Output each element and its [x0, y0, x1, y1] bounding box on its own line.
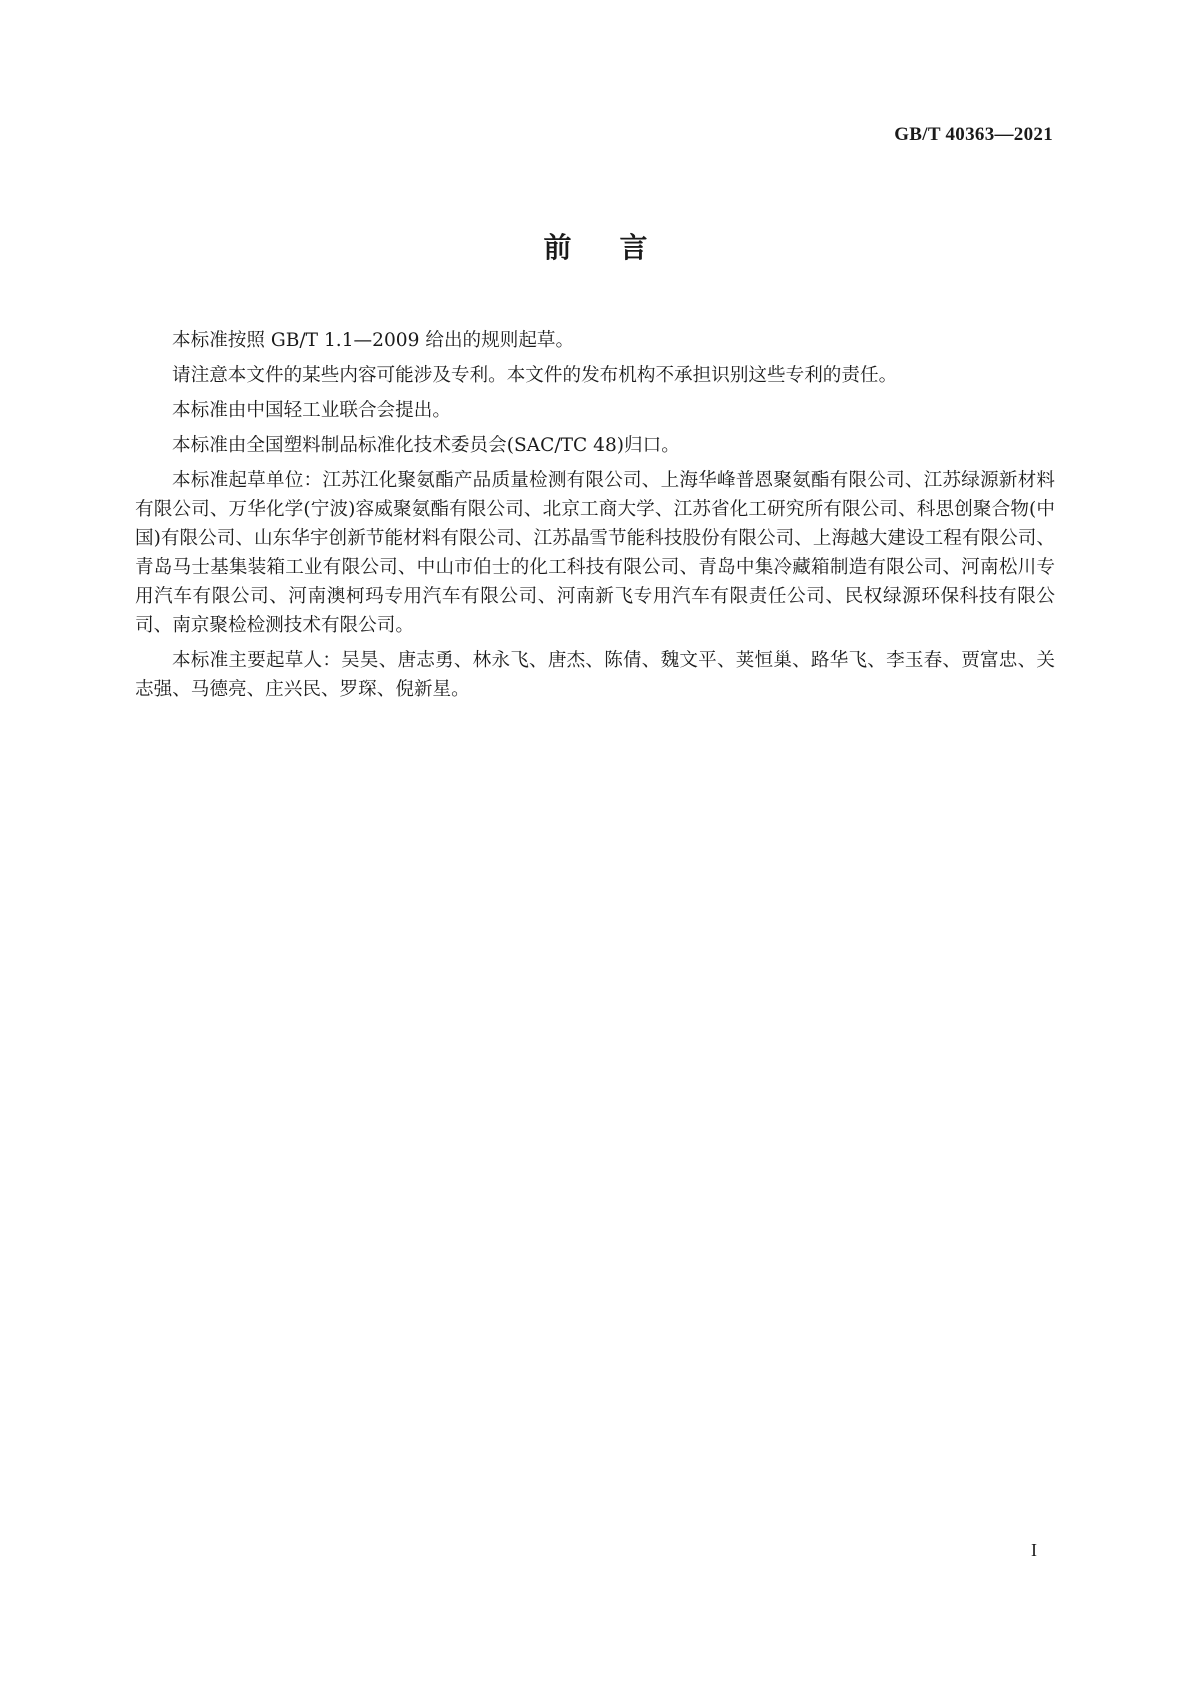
- paragraph-drafting-units: 本标准起草单位：江苏江化聚氨酯产品质量检测有限公司、上海华峰普恩聚氨酯有限公司、江苏绿源新材料有限公司、万华化学(宁波)容威聚氨酯有限公司、北京工商大学、江苏省化工研究所有限公司、科思创聚合物(中国)有限公司、山东华宇创新节能材料有限公司、江苏晶雪节能科技股份有限公司、上海越大建设工程有限公司、青岛马士基集装箱工业有限公司、中山市伯士的化工科技有限公司、青岛中集冷藏箱制造有限公司、河南松川专用汽车有限公司、河南澳柯玛专用汽车有限公司、河南新飞专用汽车有限责任公司、民权绿源环保科技有限公司、南京聚检检测技术有限公司。: [135, 470, 1055, 636]
- paragraph-drafters: 本标准主要起草人：吴昊、唐志勇、林永飞、唐杰、陈倩、魏文平、荚恒巢、路华飞、李玉春、贾富忠、关志强、马德亮、庄兴民、罗琛、倪新星。: [135, 650, 1055, 700]
- page-number: I: [1031, 1540, 1037, 1560]
- page-title: 前言: [543, 231, 696, 264]
- standard-number: GB/T 40363—2021: [894, 124, 1053, 145]
- paragraph-patent-notice: 请注意本文件的某些内容可能涉及专利。本文件的发布机构不承担识别这些专利的责任。: [172, 365, 898, 386]
- paragraph-committee: 本标准由全国塑料制品标准化技术委员会(SAC/TC 48)归口。: [172, 435, 680, 456]
- paragraph-proposer: 本标准由中国轻工业联合会提出。: [172, 400, 451, 421]
- paragraph-drafting-rules: 本标准按照 GB/T 1.1—2009 给出的规则起草。: [172, 330, 575, 351]
- foreword-body: [135, 326, 1055, 710]
